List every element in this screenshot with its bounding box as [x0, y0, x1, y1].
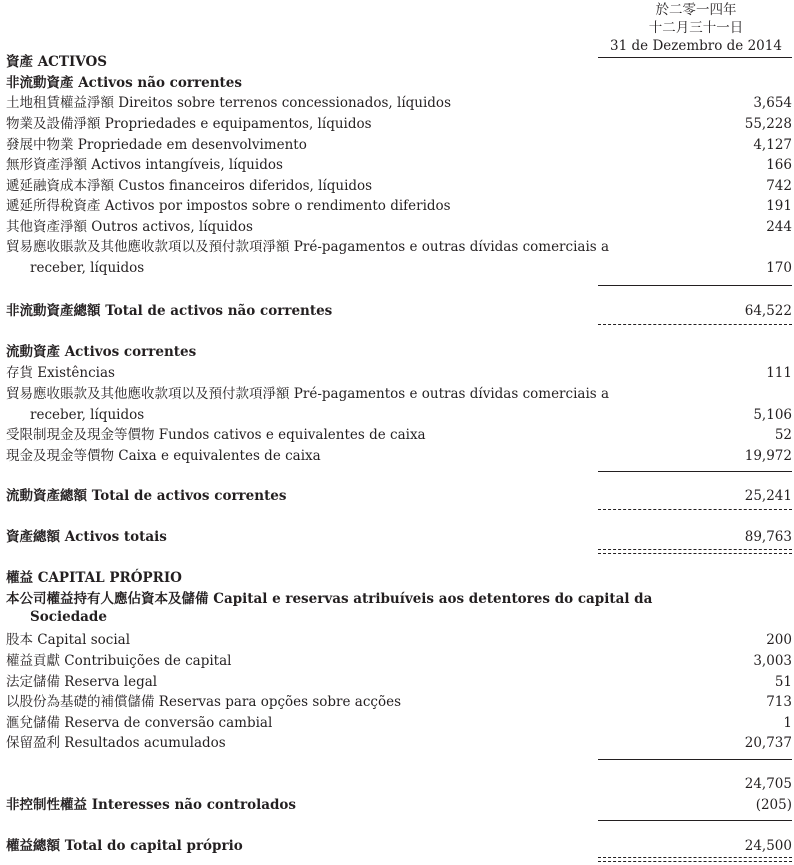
current-total-label: 流動資產總額 Total de activos correntes [6, 488, 287, 504]
row-label: 受限制現金及現金等價物 Fundos cativos e equivalentes de caixa [6, 427, 426, 443]
attributable-title: 本公司權益持有人應佔資本及儲備 Capital e reservas atribuíveis aos detentores do capital da [6, 591, 653, 607]
row-label: 股本 Capital social [6, 632, 131, 648]
date-zh-line1: 於二零一四年 [655, 2, 737, 18]
row-label: 貿易應收賬款及其他應收款項以及預付款項淨額 Pré-pagamentos e outras dívidas comerciais a [6, 386, 610, 402]
table-row [6, 114, 792, 134]
row-label: 權益貢獻 Contribuições de capital [6, 653, 232, 669]
row-value: 51 [774, 674, 792, 690]
equity-total-label: 權益總額 Total do capital próprio [6, 838, 243, 854]
row-label: 發展中物業 Propriedade em desenvolvimento [6, 137, 307, 153]
row-label: 物業及設備淨額 Propriedades e equipamentos, líquidos [6, 116, 372, 132]
total-rule [598, 509, 792, 510]
assets-title-row [6, 52, 792, 72]
row-value: 170 [766, 260, 792, 276]
current-title: 流動資產 Activos correntes [6, 344, 197, 360]
table-row [6, 713, 792, 733]
subtotal-rule [598, 471, 792, 472]
row-label-continued: receber, líquidos [30, 407, 145, 423]
date-pt: 31 de Dezembro de 2014 [610, 38, 782, 54]
table-row [6, 363, 792, 383]
table-row [6, 384, 792, 404]
attributable-title-row [6, 589, 792, 609]
row-value: 19,972 [744, 448, 792, 464]
equity-subtotal-row [6, 774, 792, 794]
equity-title: 權益 CAPITAL PRÓPRIO [6, 570, 182, 586]
table-row-continued [6, 405, 792, 425]
row-value: 200 [766, 632, 792, 648]
row-value: 4,127 [753, 137, 792, 153]
total-rule [598, 324, 792, 325]
row-value: 111 [766, 365, 792, 381]
row-value: 3,654 [753, 95, 792, 111]
assets-total-label: 資產總額 Activos totais [6, 529, 167, 545]
current-title-row [6, 342, 792, 362]
row-label: 法定儲備 Reserva legal [6, 674, 158, 690]
table-row [6, 135, 792, 155]
non-current-total-row [6, 301, 792, 321]
table-row [6, 237, 792, 257]
non-current-title: 非流動資產 Activos não correntes [6, 75, 242, 91]
assets-total-row [6, 527, 792, 547]
non-current-total-value: 64,522 [744, 303, 792, 319]
grand-total-double-rule [598, 857, 792, 862]
row-label: 貿易應收賬款及其他應收款項以及預付款項淨額 Pré-pagamentos e outras dívidas comerciais a [6, 239, 610, 255]
table-row [6, 155, 792, 175]
row-value: 713 [766, 694, 792, 710]
row-value: 191 [766, 198, 792, 214]
row-label: 滙兌儲備 Reserva de conversão cambial [6, 715, 273, 731]
table-row [6, 217, 792, 237]
row-value: 20,737 [744, 735, 792, 751]
nci-value: (205) [755, 797, 792, 813]
row-value: 742 [766, 178, 792, 194]
row-value: 3,003 [753, 653, 792, 669]
row-value: 1 [783, 715, 792, 731]
row-label: 遞延所得稅資產 Activos por impostos sobre o rendimento diferidos [6, 198, 451, 214]
row-value: 5,106 [753, 407, 792, 423]
equity-total-row [6, 836, 792, 856]
assets-title: 資產 ACTIVOS [6, 54, 108, 70]
equity-subtotal-value: 24,705 [744, 776, 792, 792]
row-label: 現金及現金等價物 Caixa e equivalentes de caixa [6, 448, 321, 464]
current-total-value: 25,241 [744, 488, 792, 504]
row-label: 以股份為基礎的補償儲備 Reservas para opções sobre acções [6, 694, 402, 710]
table-row [6, 93, 792, 113]
table-row [6, 692, 792, 712]
grand-total-double-rule [598, 549, 792, 554]
attributable-title-row-continued [6, 607, 792, 627]
table-row [6, 425, 792, 445]
non-current-total-label: 非流動資產總額 Total de activos não correntes [6, 303, 333, 319]
attributable-title-continued: Sociedade [30, 609, 107, 625]
row-value: 55,228 [744, 116, 792, 132]
nci-label: 非控制性權益 Interesses não controlados [6, 797, 297, 813]
subtotal-rule [598, 820, 792, 821]
table-row [6, 672, 792, 692]
subtotal-rule [598, 285, 792, 286]
row-value: 52 [774, 427, 792, 443]
current-total-row [6, 486, 792, 506]
row-label: 保留盈利 Resultados acumulados [6, 735, 226, 751]
row-label-continued: receber, líquidos [30, 260, 145, 276]
subtotal-rule [598, 759, 792, 760]
table-row [6, 630, 792, 650]
row-value: 244 [766, 219, 792, 235]
equity-title-row [6, 568, 792, 588]
column-header [598, 1, 794, 55]
row-label: 土地租賃權益淨額 Direitos sobre terrenos concessionados, líquidos [6, 95, 451, 111]
equity-total-value: 24,500 [744, 838, 792, 854]
row-value: 166 [766, 157, 792, 173]
table-row [6, 651, 792, 671]
table-row-continued [6, 258, 792, 278]
table-row [6, 446, 792, 466]
nci-row [6, 795, 792, 815]
row-label: 存貨 Existências [6, 365, 115, 381]
non-current-title-row [6, 73, 792, 93]
row-label: 遞延融資成本淨額 Custos financeiros diferidos, líquidos [6, 178, 373, 194]
row-label: 其他資產淨額 Outros activos, líquidos [6, 219, 253, 235]
row-label: 無形資產淨額 Activos intangíveis, líquidos [6, 157, 283, 173]
table-row [6, 176, 792, 196]
table-row [6, 196, 792, 216]
table-row [6, 733, 792, 753]
date-zh-line2: 十二月三十一日 [648, 20, 744, 36]
assets-total-value: 89,763 [744, 529, 792, 545]
